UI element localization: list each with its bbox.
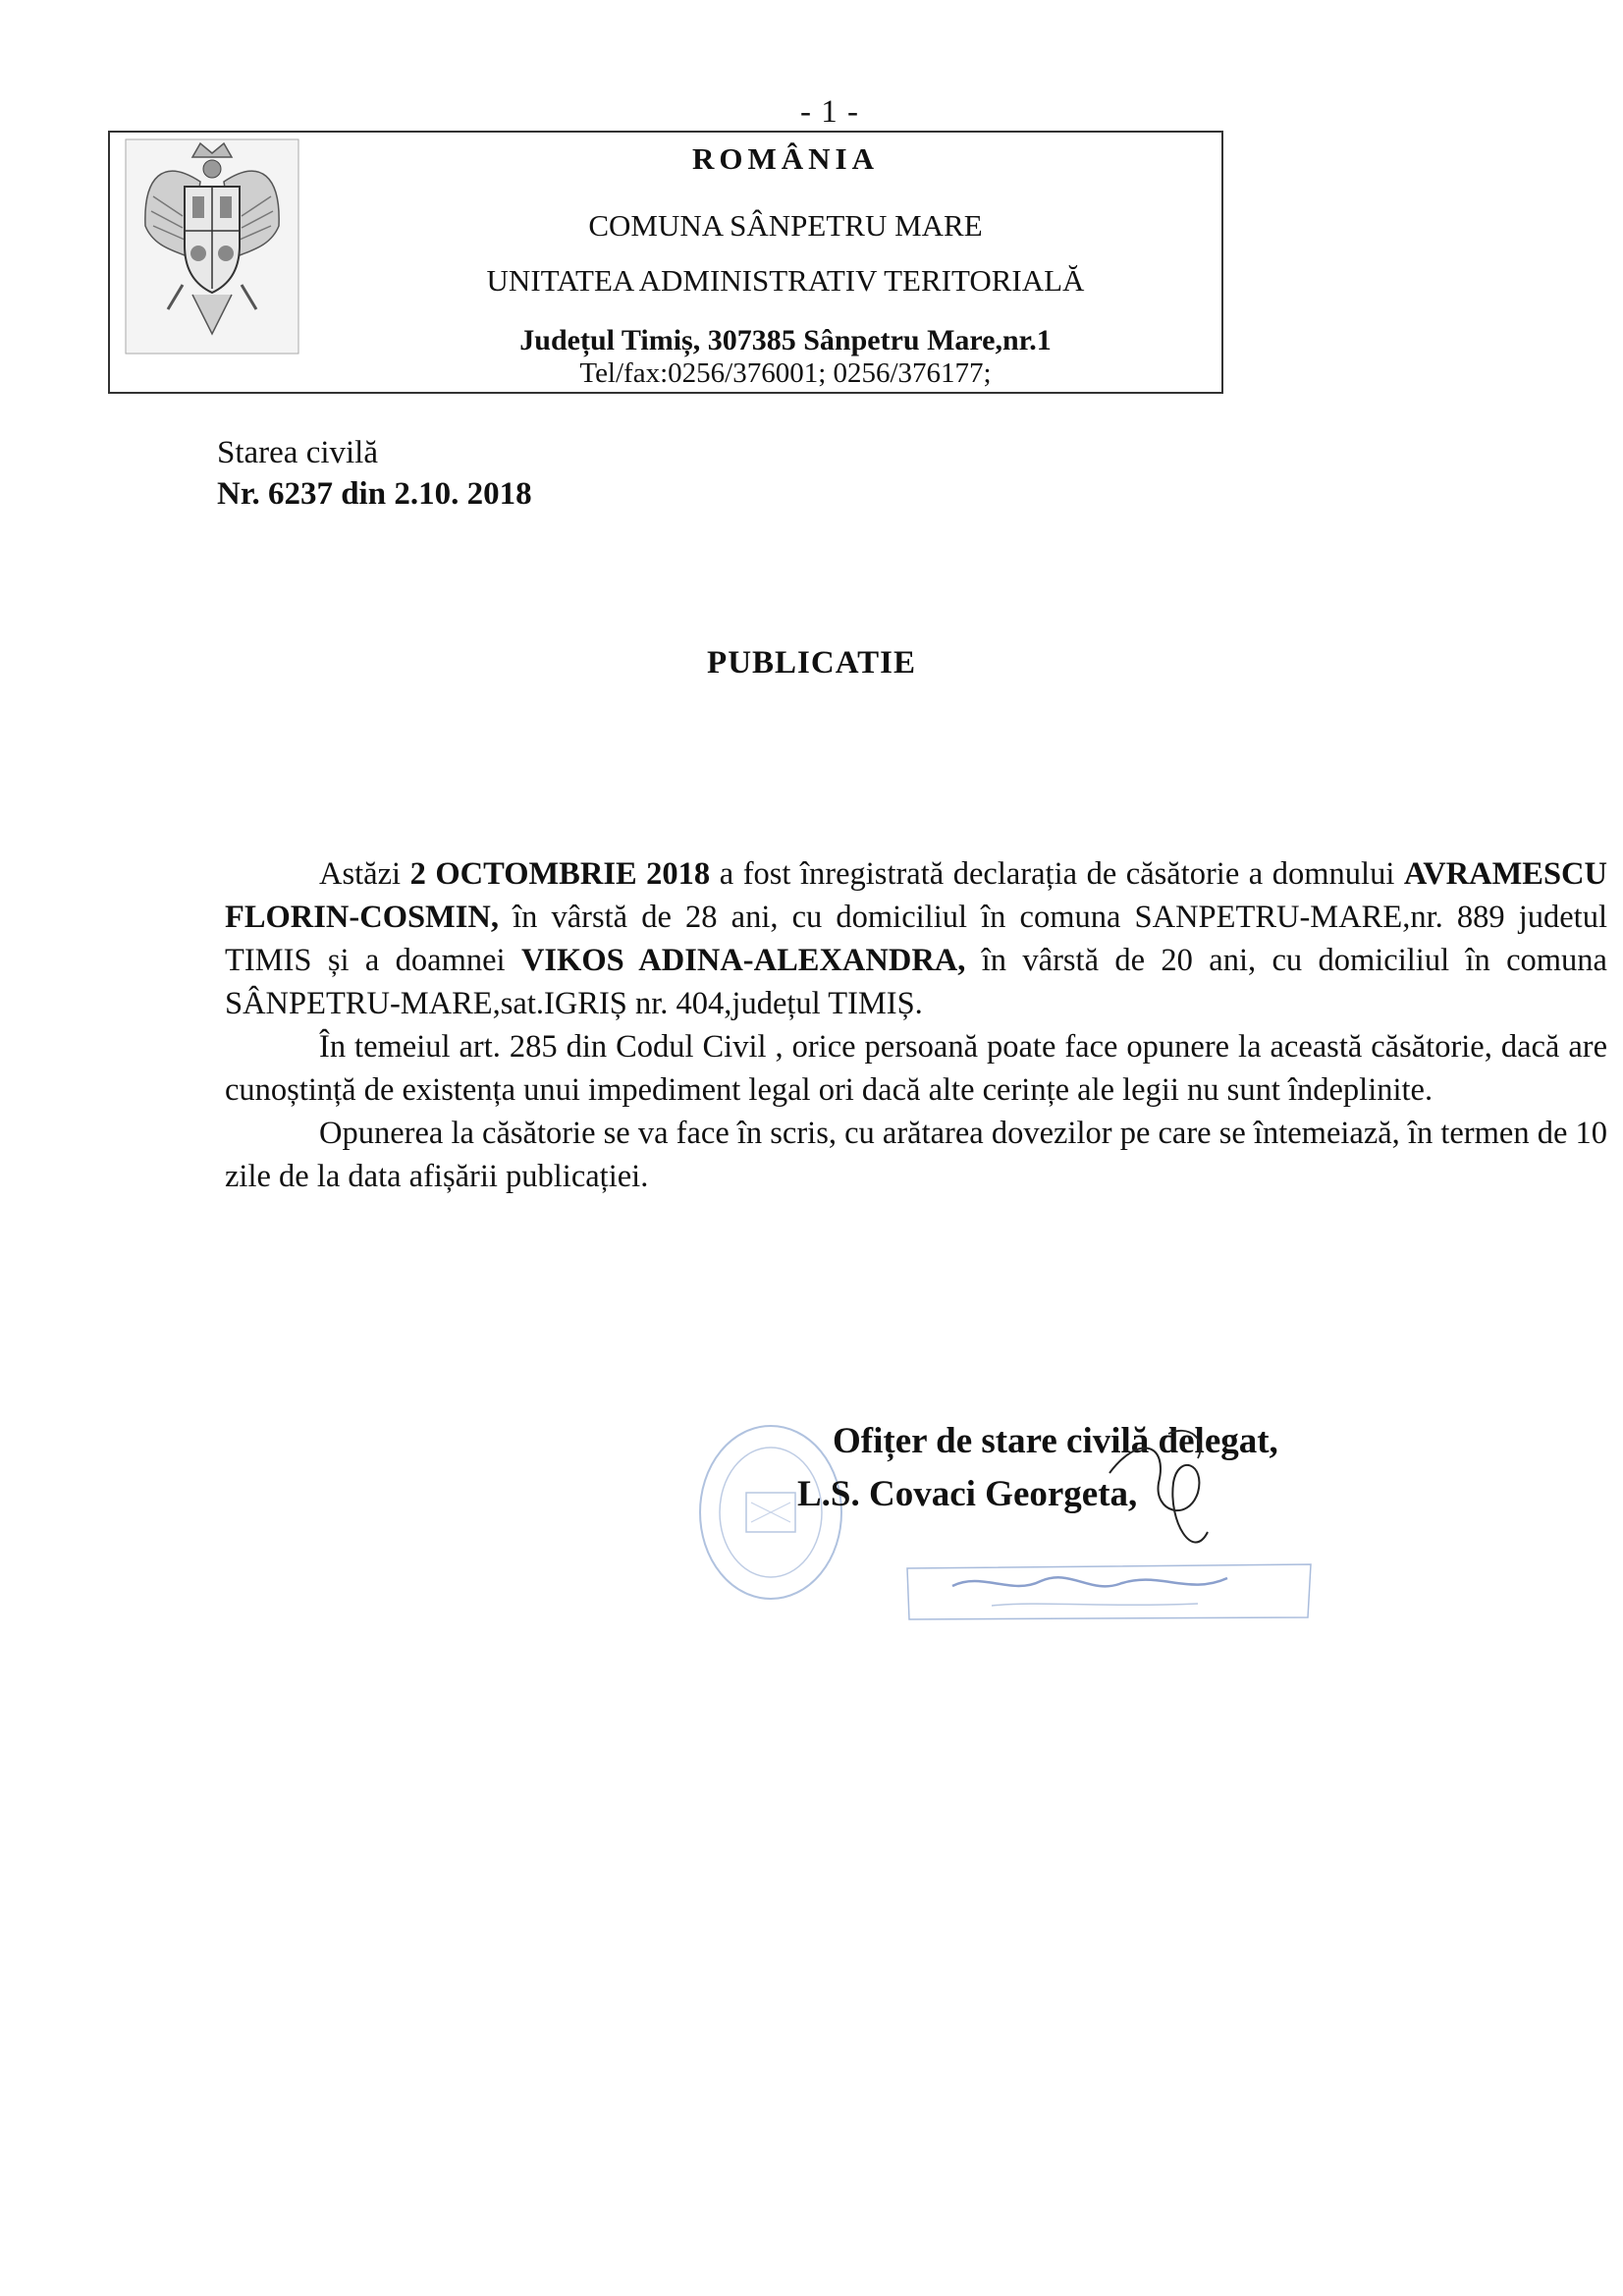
bride-name: VIKOS ADINA-ALEXANDRA, xyxy=(520,943,966,978)
p1-text-b: în vârstă de 28 ani, cu domiciliul în comuna SANPETRU-MARE,nr. 889 judetul TIMIS și a doamnei xyxy=(225,900,1607,978)
header-commune: COMUNA SÂNPETRU MARE xyxy=(588,208,983,243)
header-country: ROMÂNIA xyxy=(692,141,879,176)
declaration-date: 2 OCTOMBRIE 2018 xyxy=(409,856,711,892)
document-body xyxy=(225,852,1607,1198)
paragraph-legal-basis: În temeiul art. 285 din Codul Civil , orice persoană poate face opunere la această căsătorie, dacă are cunoștință de existența unui impediment legal ori dacă alte cerințe ale legii nu sunt îndeplinite. xyxy=(225,1029,1607,1108)
header-unit: UNITATEA ADMINISTRATIV TERITORIALĂ xyxy=(486,263,1085,298)
coat-of-arms-icon xyxy=(124,137,300,355)
signatory-name: L.S. Covaci Georgeta, xyxy=(797,1474,1138,1514)
paragraph-declaration xyxy=(225,852,1607,1025)
registry-department: Starea civilă xyxy=(217,435,379,470)
signatory-role: Ofițer de stare civilă delegat, xyxy=(833,1421,1278,1461)
p1-intro: Astăzi xyxy=(319,856,410,892)
handwritten-signature-icon xyxy=(1100,1414,1247,1571)
p1-text-c: în vârstă de 20 ani, cu domiciliul în comuna SÂNPETRU-MARE,sat.IGRIȘ nr. 404,județul TIMIȘ. xyxy=(225,943,1607,1021)
document-title: PUBLICATIE xyxy=(707,645,916,681)
groom-name: AVRAMESCU FLORIN-COSMIN, xyxy=(225,856,1607,935)
page-number: - 1 - xyxy=(800,94,859,130)
paragraph-opposition: Opunerea la căsătorie se va face în scris, cu arătarea dovezilor pe care se întemeiază, în termen de 10 zile de la data afișării publicației. xyxy=(225,1116,1607,1194)
p1-text-a: a fost înregistrată declarația de căsătorie a domnului xyxy=(710,856,1404,892)
header-address: Județul Timiș, 307385 Sânpetru Mare,nr.1 xyxy=(519,324,1052,356)
registry-number: Nr. 6237 din 2.10. 2018 xyxy=(217,476,532,512)
name-stamp-icon xyxy=(903,1557,1316,1627)
header-contact: Tel/fax:0256/376001; 0256/376177; xyxy=(579,357,992,389)
